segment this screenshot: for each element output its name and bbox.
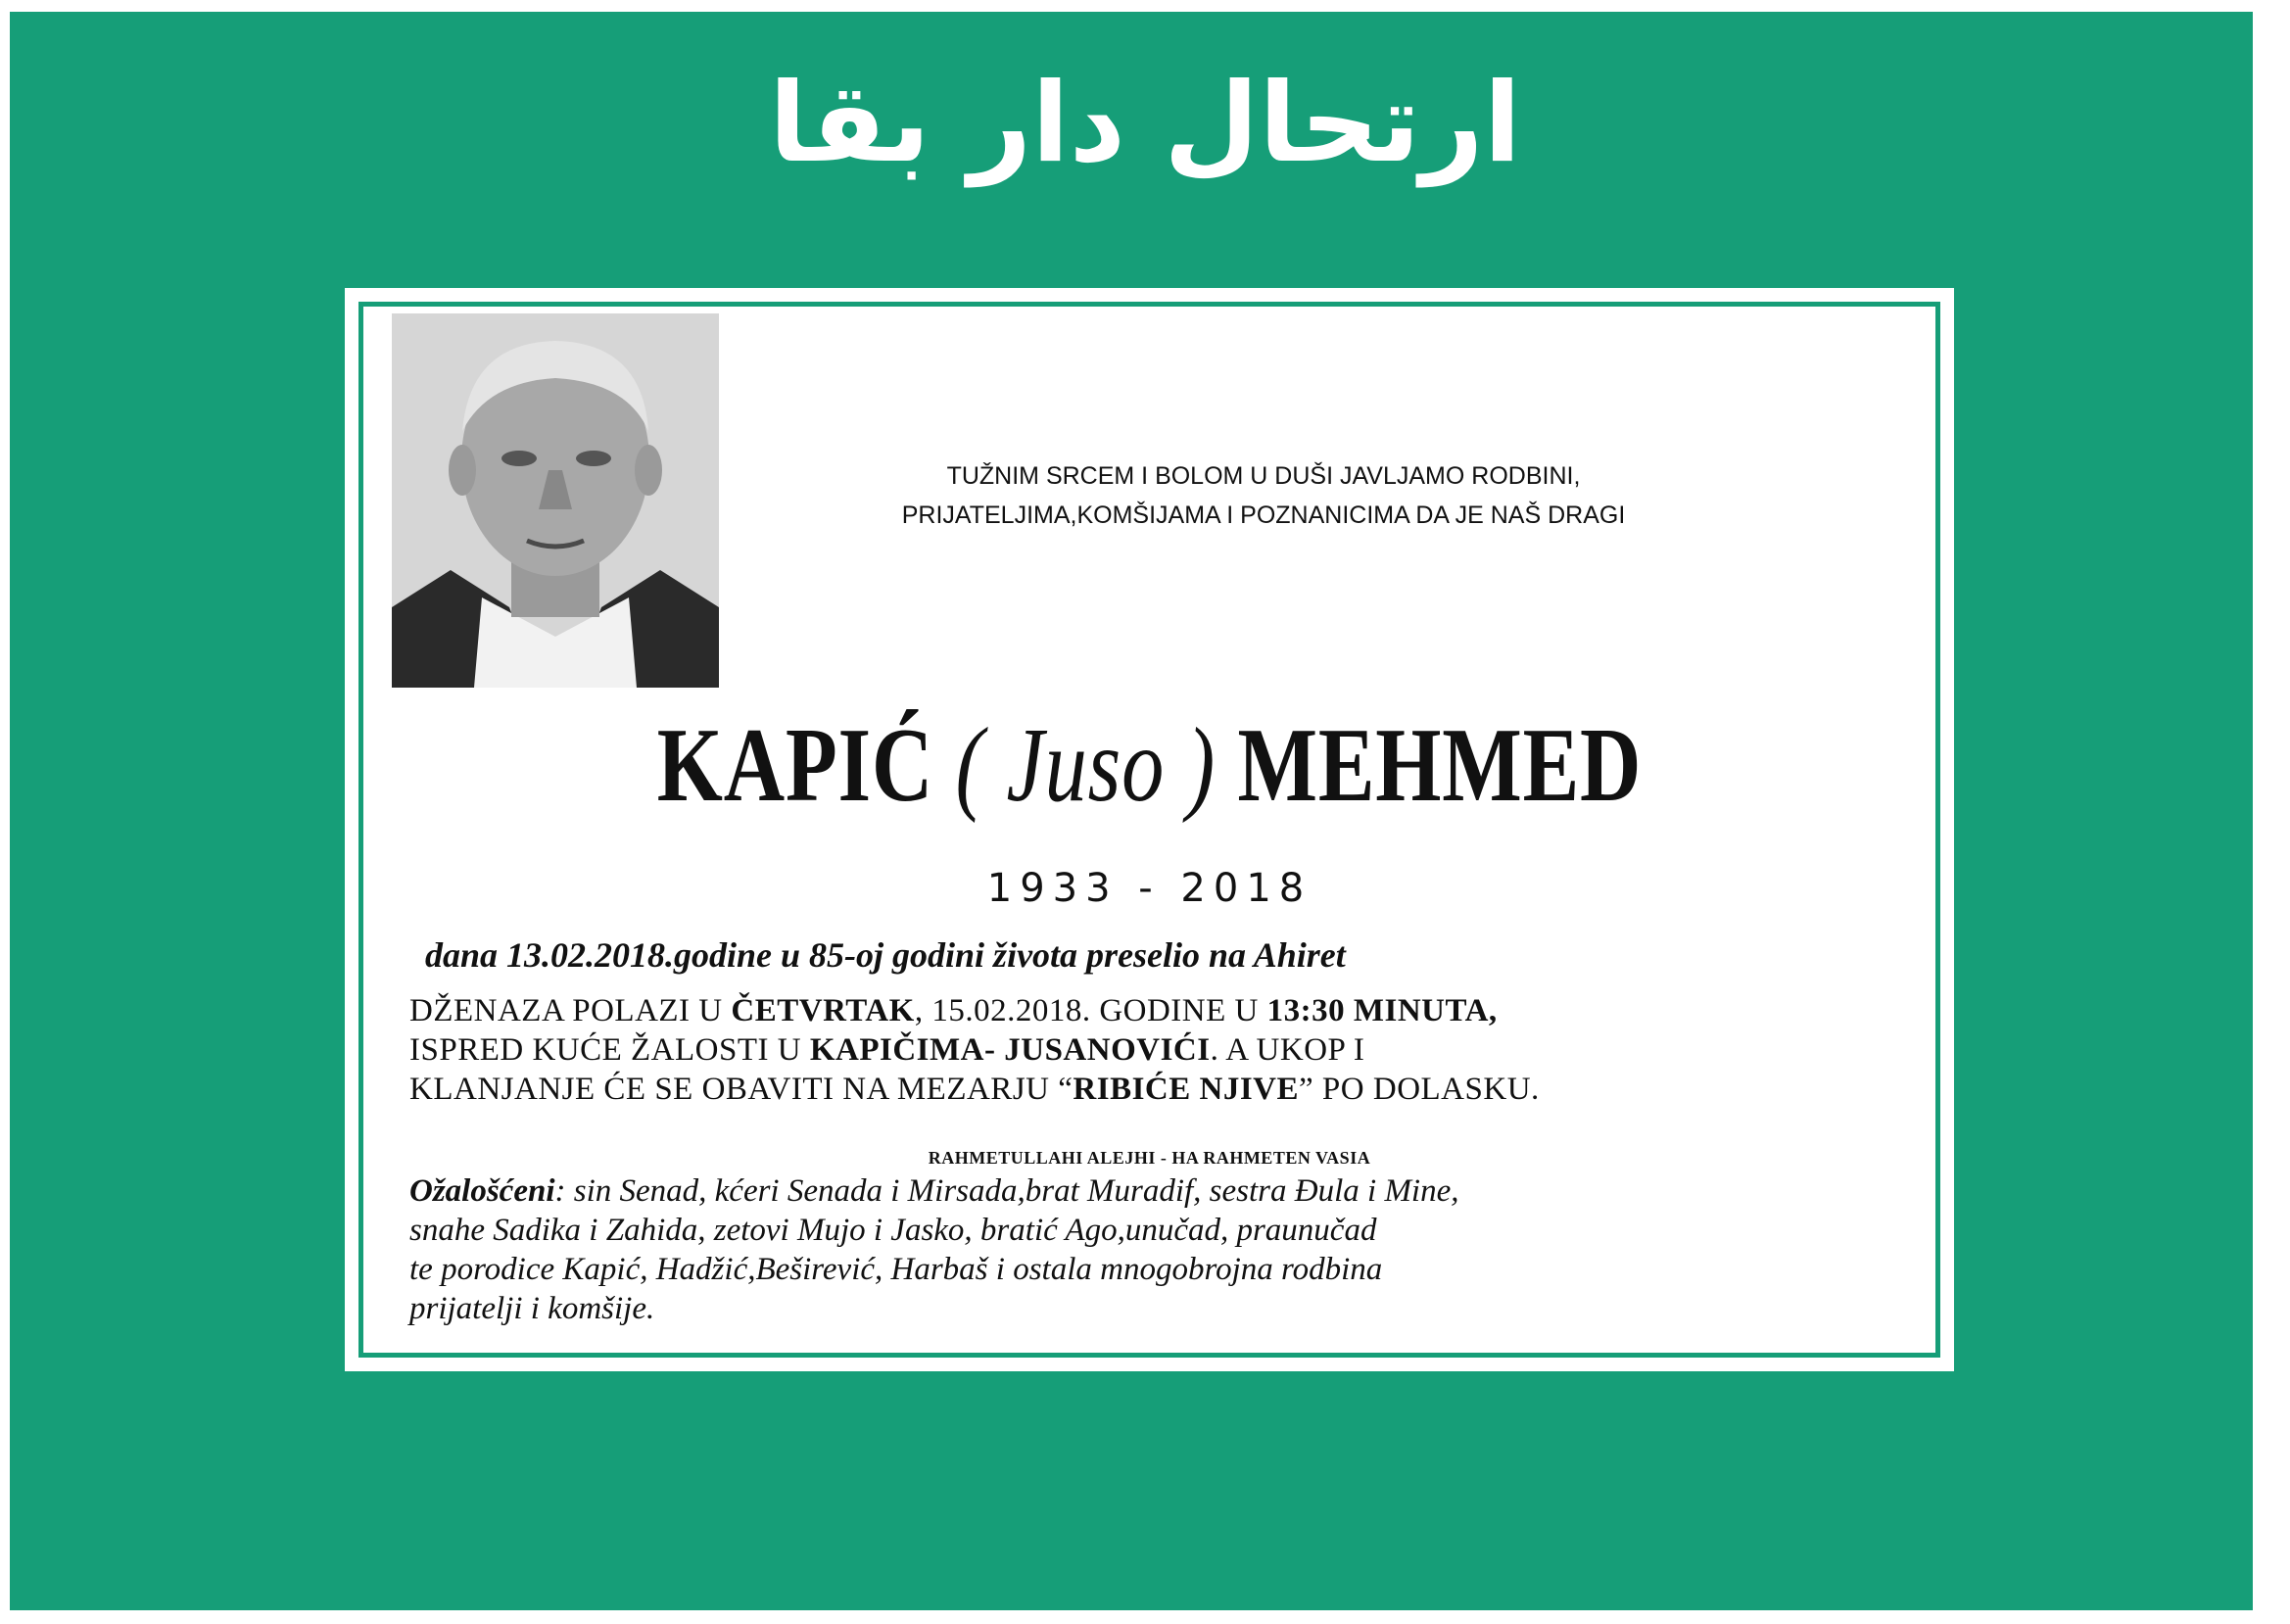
death-date-line: dana 13.02.2018.godine u 85-oj godini života preselio na Ahiret — [425, 935, 1346, 975]
intro-line: TUŽNIM SRCEM I BOLOM U DUŠI JAVLJAMO RODBINI, — [946, 462, 1581, 490]
mourners-label: Ožalošćeni — [409, 1173, 555, 1209]
life-years: 1933 - 2018 — [986, 866, 1312, 911]
intro-line: PRIJATELJIMA,KOMŠIJAMA I POZNANICIMA DA JE NAŠ DRAGI — [901, 502, 1626, 529]
funeral-text: , 15.02.2018. GODINE U — [914, 993, 1267, 1028]
funeral-text: ISPRED KUĆE ŽALOSTI U — [409, 1032, 810, 1068]
funeral-line-1 — [409, 991, 1898, 1030]
mourners-line-3: te porodice Kapić, Hadžić,Beširević, Harbaš i ostala mnogobrojna rodbina — [409, 1252, 1383, 1287]
funeral-text: DŽENAZA POLAZI U — [409, 993, 732, 1028]
mourners-list — [409, 1171, 1918, 1328]
mourners-line-4: prijatelji i komšije. — [409, 1291, 655, 1326]
nickname: ( Juso ) — [955, 707, 1217, 824]
funeral-text: . A UKOP I — [1210, 1032, 1365, 1068]
mourners-line-2: snahe Sadika i Zahida, zetovi Mujo i Jasko, bratić Ago,unučad, praunučad — [409, 1213, 1377, 1248]
funeral-line-3 — [409, 1070, 1898, 1109]
funeral-day: ČETVRTAK — [731, 993, 915, 1028]
mourners-line-1 — [409, 1171, 1918, 1211]
deceased-name — [505, 705, 1792, 827]
funeral-line-2 — [409, 1030, 1898, 1070]
intro-text — [764, 456, 1763, 535]
funeral-details — [409, 991, 1898, 1109]
arabic-calligraphy-title: ارتحال دار بقا — [769, 60, 1521, 187]
funeral-place: KAPIČIMA- JUSANOVIĆI — [809, 1032, 1211, 1068]
given-name: MEHMED — [1237, 707, 1643, 824]
prayer-line: RAHMETULLAHI ALEJHI - HA RAHMETEN VASIA — [928, 1148, 1371, 1168]
funeral-text: ” PO DOLASKU. — [1299, 1072, 1540, 1107]
mourners-text: : sin Senad, kćeri Senada i Mirsada,brat Muradif, sestra Đula i Mine, — [554, 1173, 1459, 1209]
portrait-photo — [392, 313, 719, 688]
cemetery-name: RIBIĆE NJIVE — [1073, 1072, 1300, 1107]
surname: KAPIĆ — [656, 707, 934, 824]
funeral-text: KLANJANJE ĆE SE OBAVITI NA MEZARJU “ — [409, 1072, 1073, 1107]
funeral-time: 13:30 MINUTA, — [1266, 993, 1498, 1028]
